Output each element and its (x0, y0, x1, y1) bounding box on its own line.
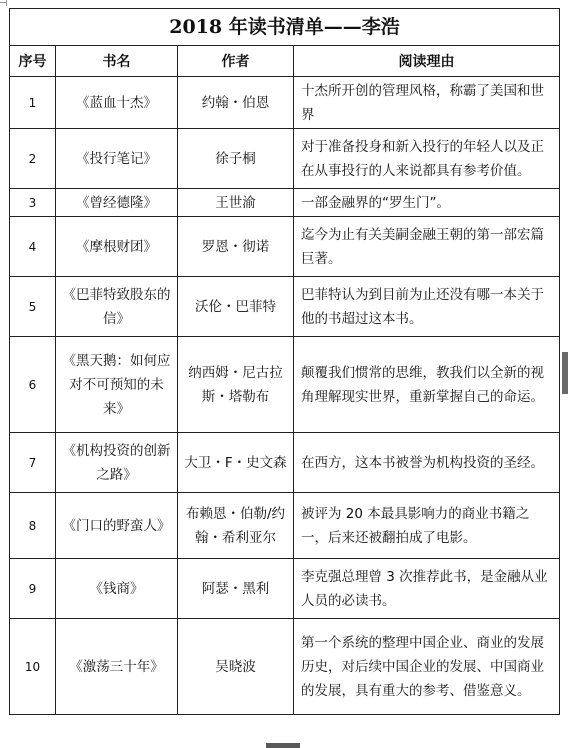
row-book: 《黑天鹅：如何应对不可预知的未来》 (56, 337, 178, 433)
table-row (10, 77, 560, 129)
row-book: 《巴菲特致股东的信》 (56, 277, 178, 337)
table-row (10, 129, 560, 189)
row-book: 《蓝血十杰》 (56, 77, 178, 129)
table-row (10, 433, 560, 493)
corner-crop-mark (6, 0, 7, 6)
row-book: 《钱商》 (56, 559, 178, 619)
row-num: 2 (10, 129, 56, 189)
reading-list-table (9, 8, 560, 715)
row-reason: 对于准备投身和新入投行的年轻人以及正在从事投行的人来说都具有参考价值。 (294, 129, 560, 189)
table-row (10, 337, 560, 433)
row-author: 大卫・F・史文森 (178, 433, 294, 493)
row-reason: 迄今为止有关美嗣金融王朝的第一部宏篇巨著。 (294, 217, 560, 277)
row-book: 《摩根财团》 (56, 217, 178, 277)
row-num: 8 (10, 493, 56, 559)
table-row (10, 277, 560, 337)
table-row (10, 559, 560, 619)
document-title: 2018 年读书清单——李浩 (10, 9, 560, 46)
row-reason: 被评为 20 本最具影响力的商业书籍之一，后来还被翻拍成了电影。 (294, 493, 560, 559)
row-book: 《投行笔记》 (56, 129, 178, 189)
row-reason: 第一个系统的整理中国企业、商业的发展历史，对后续中国企业的发展、中国商业的发展，具有重大的参考、借鉴意义。 (294, 619, 560, 715)
row-author: 徐子桐 (178, 129, 294, 189)
header-author: 作者 (178, 46, 294, 77)
row-num: 9 (10, 559, 56, 619)
header-reason: 阅读理由 (294, 46, 560, 77)
row-author: 罗恩・彻诺 (178, 217, 294, 277)
row-author: 布赖恩・伯勒/约翰・希利亚尔 (178, 493, 294, 559)
row-reason: 十杰所开创的管理风格，称霸了美国和世界 (294, 77, 560, 129)
resize-handle[interactable] (266, 743, 300, 748)
row-reason: 一部金融界的“罗生门”。 (294, 189, 560, 217)
table-row (10, 217, 560, 277)
row-num: 5 (10, 277, 56, 337)
row-num: 10 (10, 619, 56, 715)
row-author: 纳西姆・尼古拉斯・塔勒布 (178, 337, 294, 433)
table-row (10, 493, 560, 559)
header-num: 序号 (10, 46, 56, 77)
row-book: 《曾经德隆》 (56, 189, 178, 217)
row-author: 王世渝 (178, 189, 294, 217)
row-reason: 巴菲特认为到目前为止还没有哪一本关于他的书超过这本书。 (294, 277, 560, 337)
row-reason: 李克强总理曾 3 次推荐此书，是金融从业人员的必读书。 (294, 559, 560, 619)
row-num: 6 (10, 337, 56, 433)
row-num: 4 (10, 217, 56, 277)
row-author: 约翰・伯恩 (178, 77, 294, 129)
row-num: 7 (10, 433, 56, 493)
row-book: 《机构投资的创新之路》 (56, 433, 178, 493)
row-book: 《激荡三十年》 (56, 619, 178, 715)
row-author: 阿瑟・黑利 (178, 559, 294, 619)
row-num: 3 (10, 189, 56, 217)
row-author: 沃伦・巴菲特 (178, 277, 294, 337)
reading-list-document (9, 8, 559, 715)
table-row (10, 189, 560, 217)
title-row (10, 9, 560, 46)
row-book: 《门口的野蛮人》 (56, 493, 178, 559)
header-book: 书名 (56, 46, 178, 77)
row-reason: 在西方，这本书被誉为机构投资的圣经。 (294, 433, 560, 493)
table-row (10, 619, 560, 715)
row-reason: 颠覆我们惯常的思维，教我们以全新的视角理解现实世界，重新掌握自己的命运。 (294, 337, 560, 433)
row-num: 1 (10, 77, 56, 129)
row-author: 吴晓波 (178, 619, 294, 715)
scroll-handle[interactable] (562, 352, 568, 394)
header-row (10, 46, 560, 77)
